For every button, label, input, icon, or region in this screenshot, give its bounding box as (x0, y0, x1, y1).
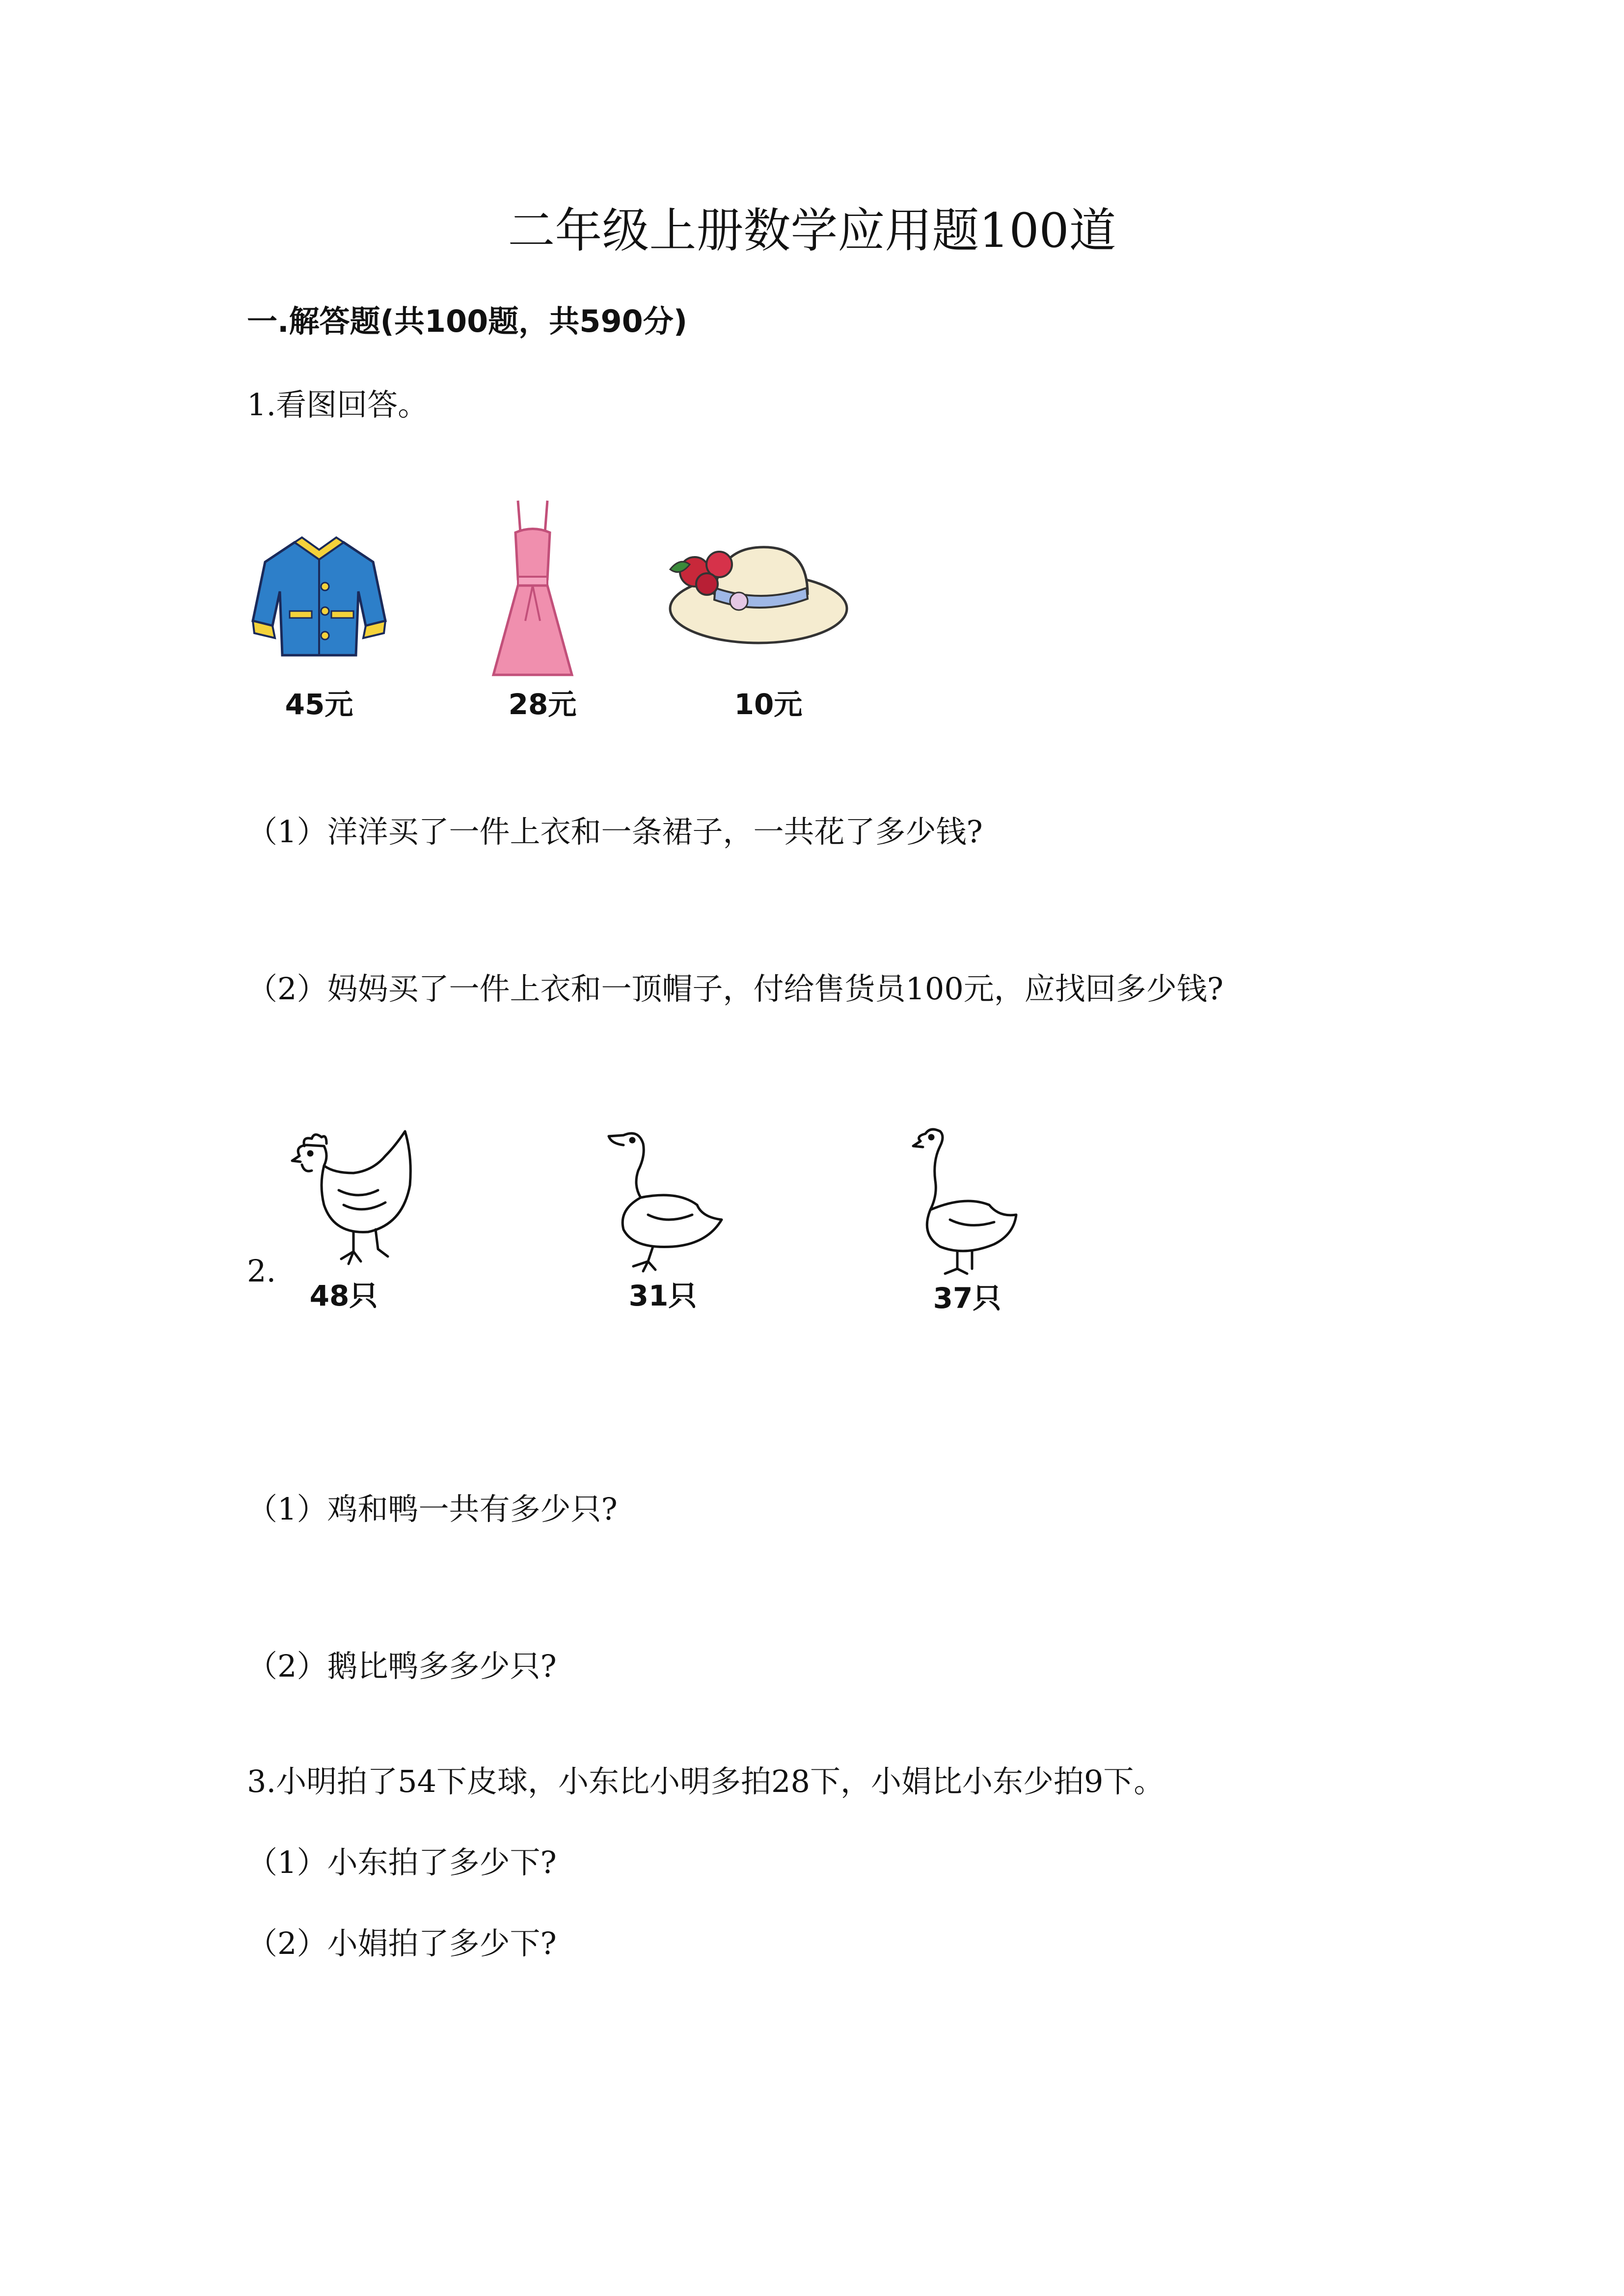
question-1-sub-1: （1）洋洋买了一件上衣和一条裙子，一共花了多少钱? (247, 814, 983, 850)
duck-icon (599, 1126, 727, 1274)
hat-icon (660, 535, 849, 648)
question-3-sub-1: （1）小东拍了多少下? (247, 1844, 557, 1880)
goose-icon (911, 1121, 1019, 1279)
question-2-number: 2. (247, 1253, 276, 1289)
hat-price: 10元 (734, 688, 803, 721)
question-1-sub-2: （2）妈妈买了一件上衣和一顶帽子，付给售货员100元，应找回多少钱? (247, 971, 1224, 1007)
question-3-sub-2: （2）小娟拍了多少下? (247, 1925, 557, 1961)
dress-price: 28元 (508, 688, 577, 721)
question-2-sub-1: （1）鸡和鸭一共有多少只? (247, 1491, 618, 1527)
dress-icon (491, 498, 574, 680)
section-heading: 一.解答题(共100题，共590分) (247, 303, 688, 339)
page-title: 二年级上册数学应用题100道 (508, 203, 1116, 258)
goose-count: 37只 (933, 1281, 1001, 1315)
question-1-stem: 1.看图回答。 (247, 387, 429, 423)
question-2-sub-2: （2）鹅比鸭多多少只? (247, 1648, 557, 1684)
jacket-price: 45元 (285, 688, 353, 721)
question-3-stem: 3.小明拍了54下皮球，小东比小明多拍28下，小娟比小东少拍9下。 (247, 1763, 1164, 1799)
duck-count: 31只 (628, 1279, 697, 1312)
chicken-icon (280, 1126, 417, 1274)
jacket-icon (250, 533, 388, 660)
chicken-count: 48只 (309, 1279, 378, 1312)
